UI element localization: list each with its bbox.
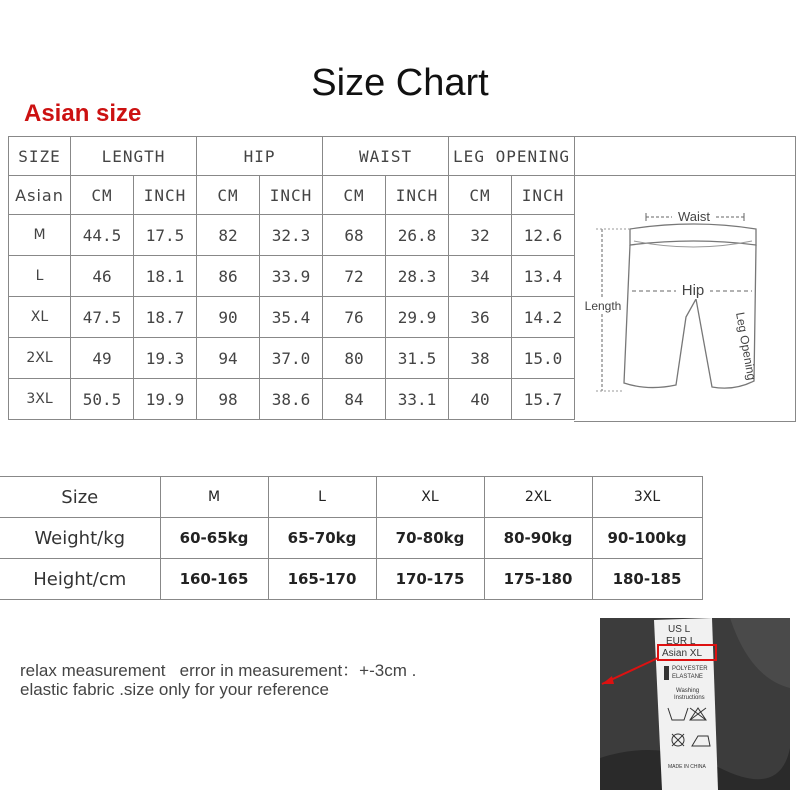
measurement-note: relax measurement error in measurement：+-3cm . — [20, 661, 417, 680]
subheader-unit: INCH — [260, 176, 323, 215]
value-cell: 32 — [449, 215, 512, 256]
size-cell: XL — [9, 297, 71, 338]
size-cell: M — [9, 215, 71, 256]
size-cell: 3XL — [9, 379, 71, 420]
value-cell: 15.7 — [512, 379, 575, 420]
care-washing-1: Washing — [676, 688, 700, 694]
care-label-photo — [600, 618, 790, 790]
value-cell: 94 — [197, 338, 260, 379]
value-cell: 26.8 — [386, 215, 449, 256]
weight-cell: 65-70kg — [268, 518, 376, 559]
value-cell: 90 — [197, 297, 260, 338]
value-cell: 33.1 — [386, 379, 449, 420]
asian-size-label: Asian size — [24, 100, 142, 127]
waist-label: Waist — [677, 209, 711, 224]
care-washing-2: Instructions — [674, 695, 705, 701]
value-cell: 50.5 — [71, 379, 134, 420]
value-cell: 36 — [449, 297, 512, 338]
table-row — [9, 338, 575, 379]
value-cell: 35.4 — [260, 297, 323, 338]
header-leg-opening: LEG OPENING — [449, 137, 575, 176]
value-cell: 29.9 — [386, 297, 449, 338]
value-cell: 17.5 — [134, 215, 197, 256]
header-hip: HIP — [197, 137, 323, 176]
value-cell: 33.9 — [260, 256, 323, 297]
subheader-unit: CM — [197, 176, 260, 215]
size-cell: L — [9, 256, 71, 297]
value-cell: 28.3 — [386, 256, 449, 297]
size-cell: 2XL — [484, 477, 592, 518]
table-row — [9, 297, 575, 338]
value-cell: 38.6 — [260, 379, 323, 420]
leg-opening-label: Leg Opening — [733, 311, 759, 382]
value-cell: 19.9 — [134, 379, 197, 420]
value-cell: 72 — [323, 256, 386, 297]
size-cell: 2XL — [9, 338, 71, 379]
value-cell: 14.2 — [512, 297, 575, 338]
size-cell: 3XL — [592, 477, 702, 518]
weight-row-label: Weight/kg — [0, 518, 160, 559]
table-row — [0, 559, 702, 600]
care-fabric-2: ELASTANE — [672, 674, 703, 680]
value-cell: 84 — [323, 379, 386, 420]
shorts-diagram — [574, 137, 796, 423]
header-waist: WAIST — [323, 137, 449, 176]
value-cell: 98 — [197, 379, 260, 420]
subheader-unit: INCH — [512, 176, 575, 215]
care-asian: Asian XL — [662, 648, 703, 659]
care-eur: EUR L — [666, 636, 696, 647]
table-row — [0, 518, 702, 559]
value-cell: 80 — [323, 338, 386, 379]
weight-cell: 70-80kg — [376, 518, 484, 559]
subheader-unit: CM — [323, 176, 386, 215]
reference-note: elastic fabric .size only for your reference — [20, 680, 329, 699]
value-cell: 34 — [449, 256, 512, 297]
size-cell: XL — [376, 477, 484, 518]
subheader-asian: Asian — [9, 176, 71, 215]
height-cell: 160-165 — [160, 559, 268, 600]
table-row — [9, 256, 575, 297]
weight-cell: 90-100kg — [592, 518, 702, 559]
value-cell: 40 — [449, 379, 512, 420]
size-cell: M — [160, 477, 268, 518]
length-label: Length — [584, 299, 622, 313]
size-table-unit-row — [9, 176, 575, 215]
value-cell: 44.5 — [71, 215, 134, 256]
value-cell: 46 — [71, 256, 134, 297]
value-cell: 49 — [71, 338, 134, 379]
table-row — [0, 477, 702, 518]
weight-cell: 60-65kg — [160, 518, 268, 559]
table-row — [9, 379, 575, 420]
size-row-label: Size — [0, 477, 160, 518]
value-cell: 38 — [449, 338, 512, 379]
value-cell: 37.0 — [260, 338, 323, 379]
care-label-image — [600, 618, 790, 790]
size-measurement-table — [8, 136, 575, 420]
value-cell: 68 — [323, 215, 386, 256]
subheader-unit: CM — [449, 176, 512, 215]
value-cell: 18.7 — [134, 297, 197, 338]
shorts-diagram-panel — [574, 136, 796, 422]
height-row-label: Height/cm — [0, 559, 160, 600]
height-cell: 165-170 — [268, 559, 376, 600]
header-size: SIZE — [9, 137, 71, 176]
value-cell: 19.3 — [134, 338, 197, 379]
size-table-header-row — [9, 137, 575, 176]
subheader-unit: INCH — [134, 176, 197, 215]
header-length: LENGTH — [71, 137, 197, 176]
value-cell: 47.5 — [71, 297, 134, 338]
page-title: Size Chart — [311, 62, 489, 104]
value-cell: 31.5 — [386, 338, 449, 379]
hip-label: Hip — [681, 282, 705, 299]
care-fabric-1: POLYESTER — [672, 666, 708, 672]
height-cell: 180-185 — [592, 559, 702, 600]
weight-height-table — [0, 476, 703, 600]
value-cell: 76 — [323, 297, 386, 338]
value-cell: 15.0 — [512, 338, 575, 379]
value-cell: 86 — [197, 256, 260, 297]
value-cell: 13.4 — [512, 256, 575, 297]
subheader-unit: CM — [71, 176, 134, 215]
care-us: US L — [668, 624, 691, 635]
weight-cell: 80-90kg — [484, 518, 592, 559]
value-cell: 82 — [197, 215, 260, 256]
value-cell: 18.1 — [134, 256, 197, 297]
value-cell: 12.6 — [512, 215, 575, 256]
table-row — [9, 215, 575, 256]
subheader-unit: INCH — [386, 176, 449, 215]
value-cell: 32.3 — [260, 215, 323, 256]
care-made-in: MADE IN CHINA — [668, 764, 706, 770]
height-cell: 175-180 — [484, 559, 592, 600]
height-cell: 170-175 — [376, 559, 484, 600]
size-cell: L — [268, 477, 376, 518]
